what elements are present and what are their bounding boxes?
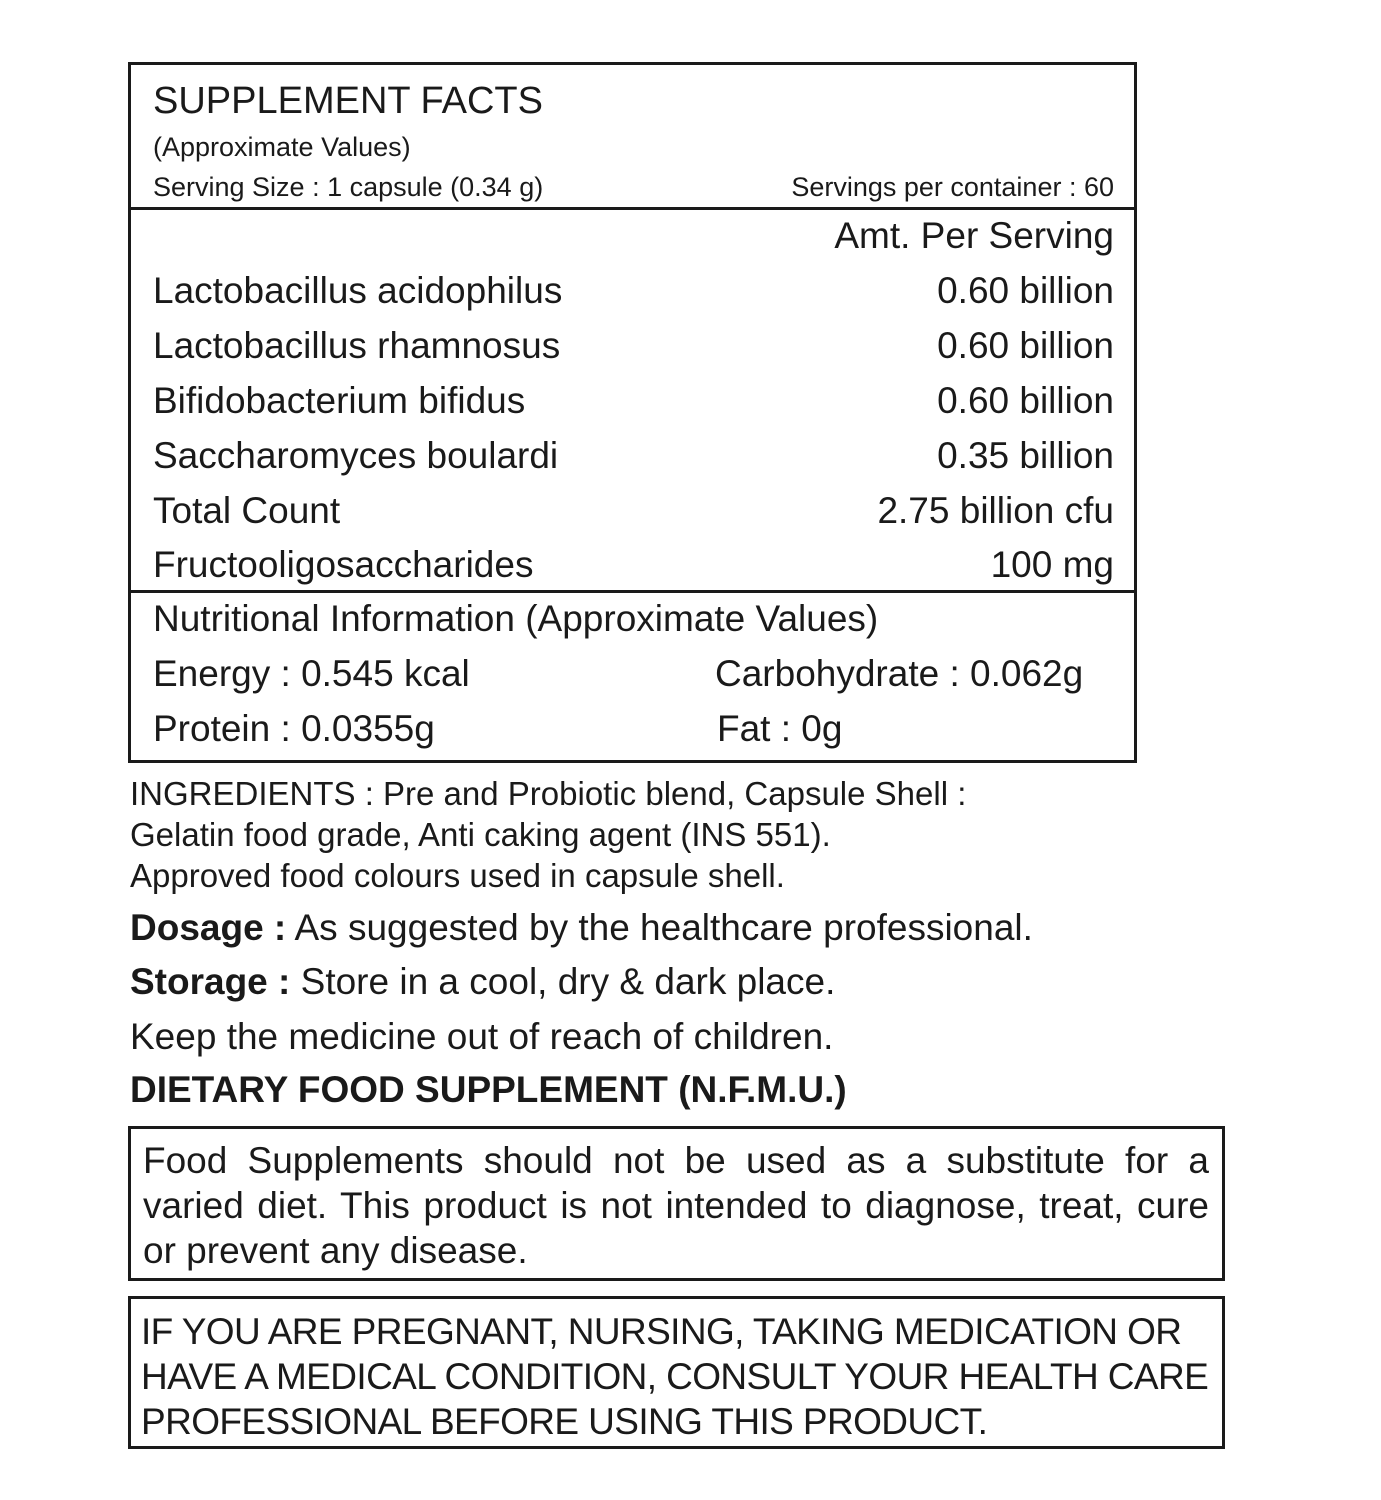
nutrition-title: Nutritional Information (Approximate Values)	[153, 598, 879, 639]
ingredient-name: Bifidobacterium bifidus	[153, 380, 526, 421]
storage-line	[130, 963, 835, 1000]
ingredient-name: Saccharomyces boulardi	[153, 435, 559, 476]
ingredient-name: Lactobacillus rhamnosus	[153, 325, 561, 366]
dosage-label: Dosage :	[130, 907, 287, 948]
protein-value: Protein : 0.0355g	[153, 708, 435, 749]
ingredient-amount: 0.60 billion	[937, 270, 1114, 311]
servings-per-container: Servings per container : 60	[791, 172, 1114, 202]
warning-box	[128, 1296, 1225, 1449]
facts-subtitle: (Approximate Values)	[153, 132, 411, 162]
carbohydrate-value: Carbohydrate : 0.062g	[715, 653, 1084, 694]
energy-value: Energy : 0.545 kcal	[153, 653, 470, 694]
keep-out-of-reach: Keep the medicine out of reach of children.	[130, 1016, 834, 1057]
supplement-facts-panel	[128, 62, 1137, 763]
ingredient-amount: 0.60 billion	[937, 325, 1114, 366]
serving-size: Serving Size : 1 capsule (0.34 g)	[153, 172, 544, 202]
ingredient-amount: 0.35 billion	[937, 435, 1114, 476]
amount-per-serving-header: Amt. Per Serving	[834, 215, 1114, 256]
ingredient-name: Fructooligosaccharides	[153, 544, 534, 585]
ingredients-line: Approved food colours used in capsule shell.	[130, 857, 785, 894]
dosage-line	[130, 909, 1033, 946]
ingredient-name: Lactobacillus acidophilus	[153, 270, 563, 311]
dosage-text: As suggested by the healthcare professional.	[286, 907, 1033, 948]
warning-line: IF YOU ARE PREGNANT, NURSING, TAKING MEDICATION OR	[141, 1311, 1182, 1352]
fat-value: Fat : 0g	[717, 708, 843, 749]
ingredient-amount: 0.60 billion	[937, 380, 1114, 421]
warning-line: HAVE A MEDICAL CONDITION, CONSULT YOUR HEALTH CARE	[141, 1356, 1209, 1397]
storage-label: Storage :	[130, 961, 291, 1002]
nutrition-section	[131, 593, 1134, 760]
warning-line: PROFESSIONAL BEFORE USING THIS PRODUCT.	[141, 1401, 988, 1442]
storage-text: Store in a cool, dry & dark place.	[290, 961, 836, 1002]
total-count-amount: 2.75 billion cfu	[877, 490, 1114, 531]
total-count-label: Total Count	[153, 490, 341, 531]
ingredient-amount: 100 mg	[990, 544, 1114, 585]
facts-header-section	[131, 65, 1134, 210]
supplement-type: DIETARY FOOD SUPPLEMENT (N.F.M.U.)	[130, 1069, 847, 1110]
amount-per-serving-section	[131, 210, 1134, 593]
ingredients-line: INGREDIENTS : Pre and Probiotic blend, Capsule Shell :	[130, 775, 967, 812]
disclaimer-box: Food Supplements should not be used as a substitute for a varied diet. This product is not intended to diagnose, treat, cure or prevent any disease.	[128, 1126, 1225, 1281]
ingredients-line: Gelatin food grade, Anti caking agent (INS 551).	[130, 816, 831, 853]
facts-title: SUPPLEMENT FACTS	[153, 80, 543, 122]
